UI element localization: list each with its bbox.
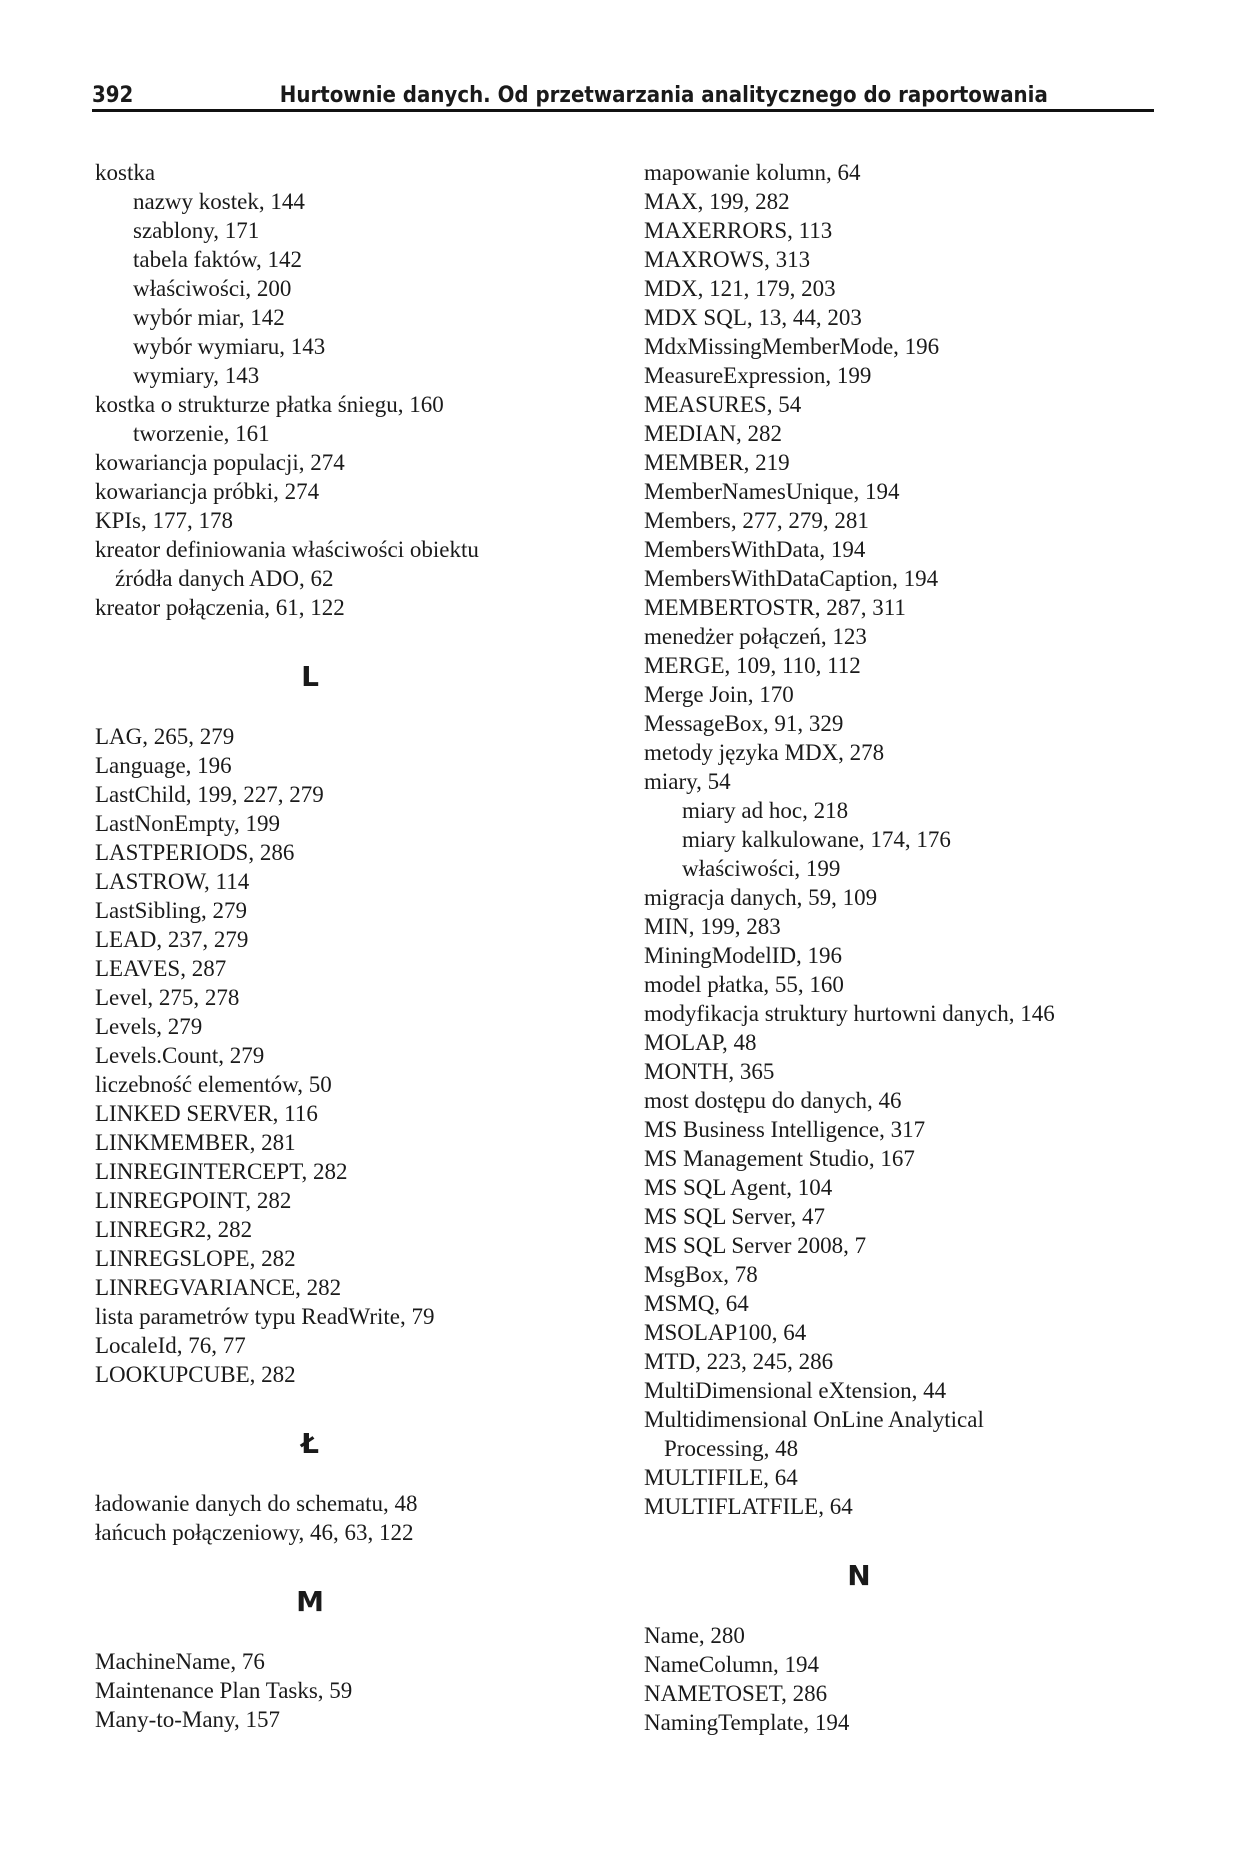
index-entry: menedżer połączeń, 123 (644, 624, 867, 649)
index-group-l-stroke (95, 1489, 615, 1547)
index-entry: LEAVES, 287 (95, 956, 227, 981)
index-entry: MS Business Intelligence, 317 (644, 1117, 926, 1142)
index-entry: NameColumn, 194 (644, 1652, 820, 1677)
index-entry: właściwości, 200 (133, 276, 292, 301)
index-group-l (95, 722, 615, 1389)
index-entry: MTD, 223, 245, 286 (644, 1349, 834, 1374)
index-entry: Maintenance Plan Tasks, 59 (95, 1678, 353, 1703)
index-entry: MSOLAP100, 64 (644, 1320, 807, 1345)
index-entry: miary, 54 (644, 769, 731, 794)
index-entry: Levels.Count, 279 (95, 1043, 265, 1068)
page-number: 392 (92, 83, 134, 108)
section-letter-n: N (847, 1559, 871, 1592)
index-entry: MEMBER, 219 (644, 450, 790, 475)
index-entry: MessageBox, 91, 329 (644, 711, 844, 736)
index-entry: MDX SQL, 13, 44, 203 (644, 305, 862, 330)
index-entry: Merge Join, 170 (644, 682, 794, 707)
index-entry: źródła danych ADO, 62 (115, 566, 334, 591)
index-entry: MsgBox, 78 (644, 1262, 758, 1287)
index-entry: MAXROWS, 313 (644, 247, 811, 272)
index-entry: MeasureExpression, 199 (644, 363, 872, 388)
index-entry: Members, 277, 279, 281 (644, 508, 869, 533)
index-entry: wybór wymiaru, 143 (133, 334, 326, 359)
index-entry: MEMBERTOSTR, 287, 311 (644, 595, 906, 620)
running-title: Hurtownie danych. Od przetwarzania analitycznego do raportowania (279, 83, 1048, 108)
index-entry: liczebność elementów, 50 (95, 1072, 332, 1097)
index-entry: MERGE, 109, 110, 112 (644, 653, 861, 678)
index-entry: mapowanie kolumn, 64 (644, 160, 861, 185)
index-entry: właściwości, 199 (682, 856, 841, 881)
section-letter-m: M (296, 1585, 324, 1618)
index-entry: Name, 280 (644, 1623, 745, 1648)
index-entry: MS Management Studio, 167 (644, 1146, 915, 1171)
index-entry: Language, 196 (95, 753, 232, 778)
running-header (92, 72, 1048, 108)
index-entry: MAXERRORS, 113 (644, 218, 833, 243)
index-entry: MultiDimensional eXtension, 44 (644, 1378, 947, 1403)
index-entry: LOOKUPCUBE, 282 (95, 1362, 296, 1387)
index-entry: szablony, 171 (133, 218, 260, 243)
index-entry: MiningModelID, 196 (644, 943, 843, 968)
section-letter-l: L (301, 660, 319, 693)
index-entry: Level, 275, 278 (95, 985, 240, 1010)
index-entry: tworzenie, 161 (133, 421, 270, 446)
index-entry: MemberNamesUnique, 194 (644, 479, 900, 504)
index-entry: wybór miar, 142 (133, 305, 285, 330)
index-entry: MEDIAN, 282 (644, 421, 782, 446)
index-entry: MONTH, 365 (644, 1059, 775, 1084)
index-entry: MS SQL Agent, 104 (644, 1175, 833, 1200)
index-entry: LINKMEMBER, 281 (95, 1130, 296, 1155)
index-entry: MOLAP, 48 (644, 1030, 757, 1055)
index-entry: NAMETOSET, 286 (644, 1681, 828, 1706)
index-entry: KPIs, 177, 178 (95, 508, 234, 533)
index-entry: nazwy kostek, 144 (133, 189, 305, 214)
section-letter-l-stroke: Ł (301, 1427, 319, 1460)
index-entry: Many-to-Many, 157 (95, 1707, 281, 1732)
index-entry: modyfikacja struktury hurtowni danych, 146 (644, 1001, 1055, 1026)
index-entry: LINREGR2, 282 (95, 1217, 253, 1242)
index-entry: most dostępu do danych, 46 (644, 1088, 902, 1113)
index-group-m (95, 1647, 615, 1734)
index-entry: LINREGINTERCEPT, 282 (95, 1159, 348, 1184)
index-entry: miary ad hoc, 218 (682, 798, 849, 823)
index-entry: MembersWithData, 194 (644, 537, 866, 562)
index-entry: LASTROW, 114 (95, 869, 250, 894)
index-entry: migracja danych, 59, 109 (644, 885, 878, 910)
index-entry: tabela faktów, 142 (133, 247, 303, 272)
index-entry: LAG, 265, 279 (95, 724, 235, 749)
index-entry: LastSibling, 279 (95, 898, 248, 923)
index-entry: MULTIFILE, 64 (644, 1465, 798, 1490)
index-entry: LEAD, 237, 279 (95, 927, 249, 952)
index-entry: kowariancja populacji, 274 (95, 450, 345, 475)
index-entry: kostka (95, 160, 156, 185)
header-rule (92, 109, 1154, 112)
index-entry: LINREGPOINT, 282 (95, 1188, 292, 1213)
right-column (644, 158, 1164, 1737)
index-entry: MdxMissingMemberMode, 196 (644, 334, 940, 359)
index-entry: NamingTemplate, 194 (644, 1710, 850, 1735)
index-entry: LastChild, 199, 227, 279 (95, 782, 324, 807)
index-entry: kostka o strukturze płatka śniegu, 160 (95, 392, 444, 417)
index-entry: LASTPERIODS, 286 (95, 840, 295, 865)
index-entry: LocaleId, 76, 77 (95, 1333, 246, 1358)
index-entry: łańcuch połączeniowy, 46, 63, 122 (95, 1520, 414, 1545)
index-entry: MS SQL Server, 47 (644, 1204, 825, 1229)
index-entry: metody języka MDX, 278 (644, 740, 885, 765)
index-entry: kreator definiowania właściwości obiektu (95, 537, 479, 562)
index-entry: kowariancja próbki, 274 (95, 479, 320, 504)
index-entry: MAX, 199, 282 (644, 189, 790, 214)
index-group-k (95, 158, 615, 622)
left-column (95, 158, 615, 1734)
index-entry: Levels, 279 (95, 1014, 203, 1039)
index-entry: LINREGVARIANCE, 282 (95, 1275, 342, 1300)
index-entry: MachineName, 76 (95, 1649, 265, 1674)
index-entry: LINKED SERVER, 116 (95, 1101, 318, 1126)
index-entry: miary kalkulowane, 174, 176 (682, 827, 951, 852)
index-entry: MDX, 121, 179, 203 (644, 276, 836, 301)
index-entry: Multidimensional OnLine Analytical (644, 1407, 984, 1432)
index-entry: MIN, 199, 283 (644, 914, 781, 939)
index-group-n (644, 1621, 1164, 1737)
index-entry: MS SQL Server 2008, 7 (644, 1233, 867, 1258)
index-entry: MSMQ, 64 (644, 1291, 749, 1316)
index-entry: MEASURES, 54 (644, 392, 802, 417)
index-entry: LINREGSLOPE, 282 (95, 1246, 296, 1271)
index-entry: MULTIFLATFILE, 64 (644, 1494, 853, 1519)
index-entry: LastNonEmpty, 199 (95, 811, 281, 836)
index-entry: wymiary, 143 (133, 363, 260, 388)
index-entry: ładowanie danych do schematu, 48 (95, 1491, 418, 1516)
index-entry: model płatka, 55, 160 (644, 972, 844, 997)
index-entry: Processing, 48 (664, 1436, 799, 1461)
index-group-m-continued (644, 158, 1164, 1521)
index-entry: MembersWithDataCaption, 194 (644, 566, 939, 591)
index-entry: kreator połączenia, 61, 122 (95, 595, 345, 620)
index-entry: lista parametrów typu ReadWrite, 79 (95, 1304, 435, 1329)
